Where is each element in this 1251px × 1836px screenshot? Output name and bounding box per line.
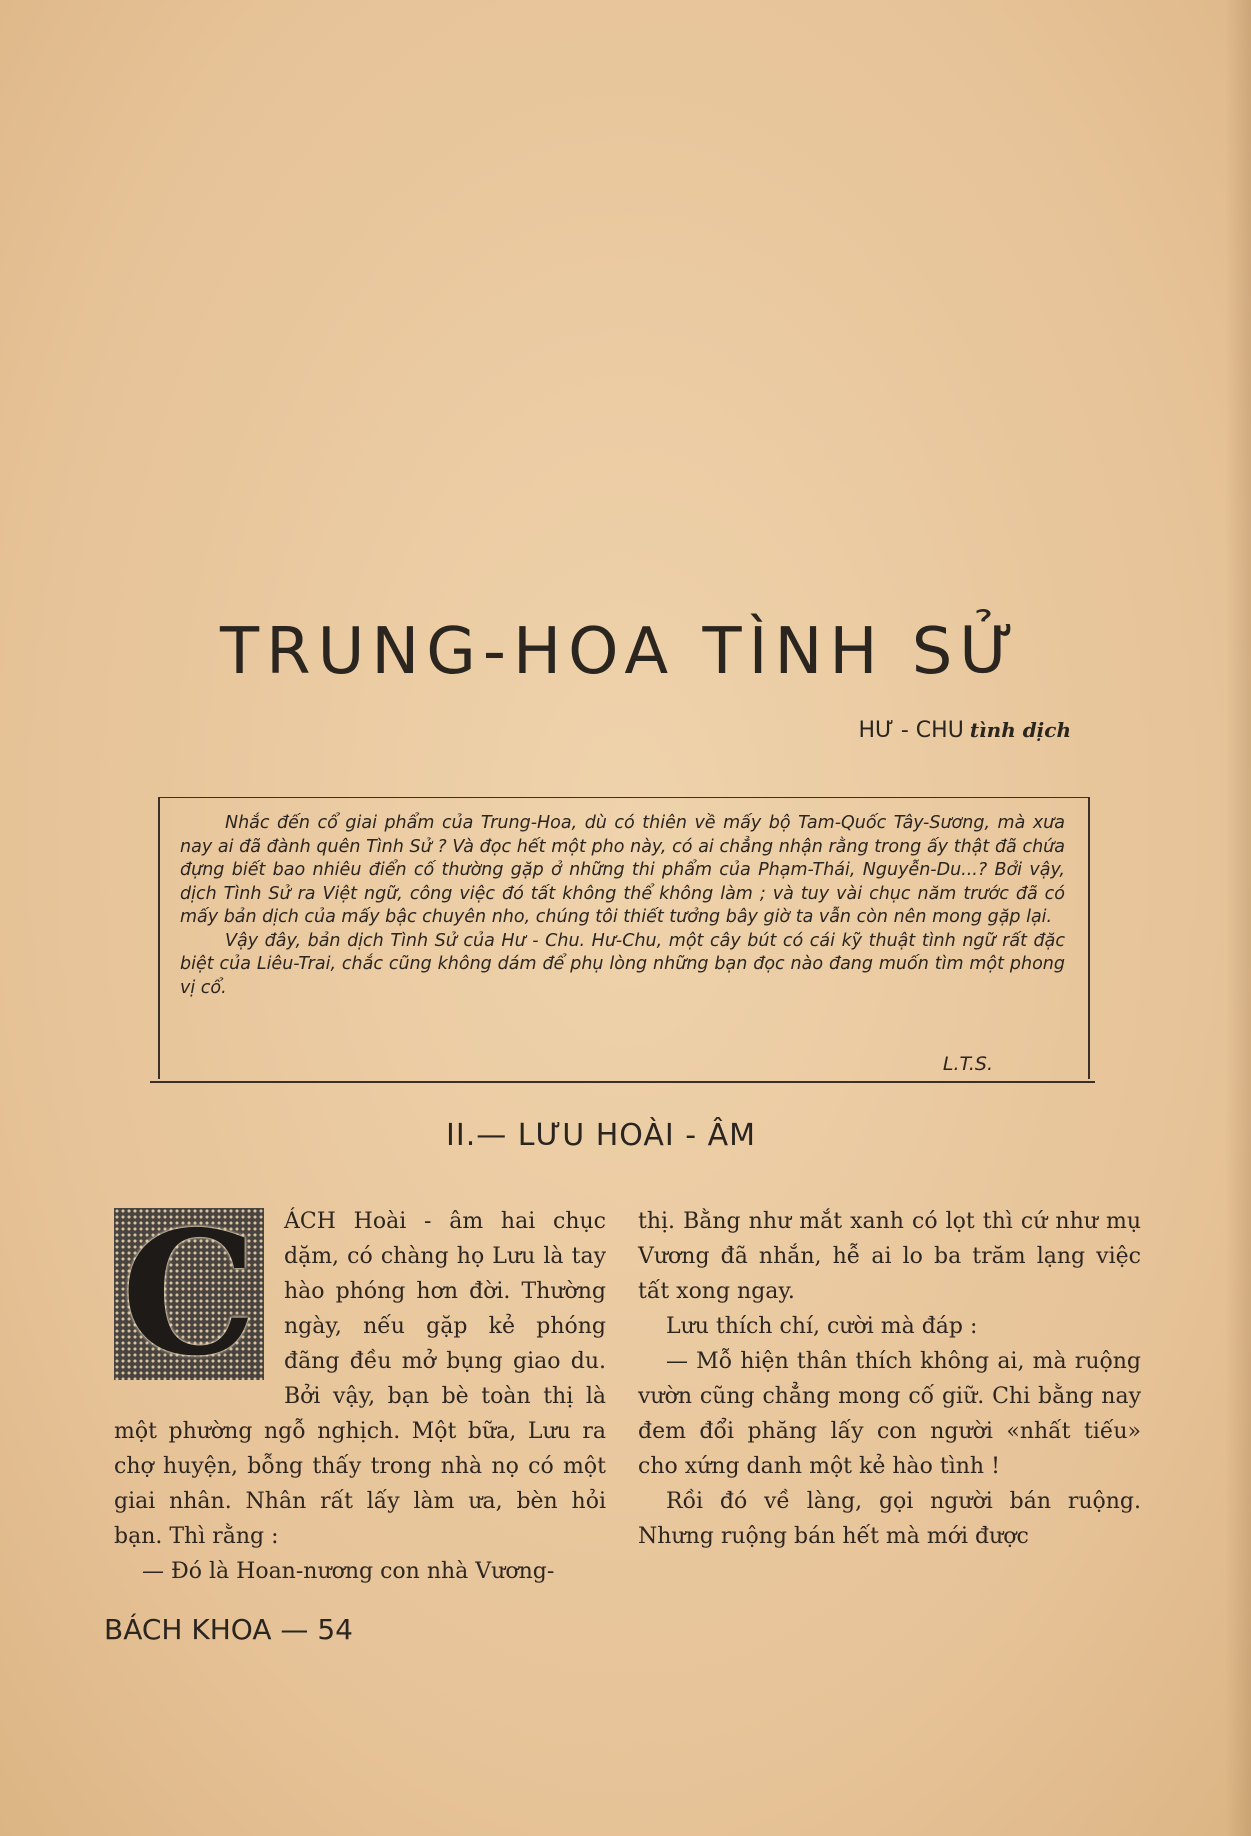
intro-box-bottom-rule bbox=[150, 1081, 1095, 1083]
footer-magazine-name: BÁCH KHOA — bbox=[104, 1613, 309, 1646]
byline-role: tình dịch bbox=[969, 718, 1071, 742]
story-paragraph: ÁCH Hoài - âm hai chục dặm, có chàng họ Lưu là tay hào phóng hơn đời. Thường ngày, nếu gặp kẻ phóng đãng đều mở bụng giao du. Bởi vậy, bạn bè toàn thị là một phường ngỗ nghịch. Một bữa, Lưu ra chợ huyện, bỗng thấy trong nhà nọ có một giai nhân. Nhân rất lấy làm ưa, bèn hỏi bạn. Thì rằng : bbox=[114, 1209, 606, 1549]
section-heading: II.— LƯU HOÀI - ÂM bbox=[446, 1118, 757, 1153]
story-paragraph: Rồi đó về làng, gọi người bán ruộng. Nhưng ruộng bán hết mà mới được bbox=[638, 1489, 1141, 1549]
drop-cap-letter: C bbox=[121, 1194, 257, 1394]
byline-author: HƯ - CHU bbox=[858, 718, 964, 743]
drop-cap bbox=[114, 1194, 264, 1394]
story-paragraph: — Đó là Hoan-nương con nhà Vương- bbox=[142, 1559, 555, 1584]
page-footer bbox=[104, 1613, 353, 1646]
intro-paragraph-2: Vậy đây, bản dịch Tình Sử của Hư - Chu. Hư-Chu, một cây bút có cái kỹ thuật tình ngữ rất đặc biệt của Liêu-Trai, chắc cũng không dám để phụ lòng những bạn đọc nào đang muốn tìm một phong vị cổ. bbox=[180, 930, 1065, 998]
intro-signature: L.T.S. bbox=[942, 1053, 993, 1075]
page-edge-shadow bbox=[1225, 0, 1251, 1836]
footer-page-number: 54 bbox=[317, 1613, 353, 1646]
story-column-right bbox=[638, 1204, 1141, 1554]
story-column-left bbox=[114, 1194, 606, 1589]
story-paragraph: Lưu thích chí, cười mà đáp : bbox=[666, 1314, 978, 1339]
story-paragraph: thị. Bằng như mắt xanh có lọt thì cứ như mụ Vương đã nhắn, hễ ai lo ba trăm lạng việc tất xong ngay. bbox=[638, 1209, 1141, 1304]
story-paragraph: — Mỗ hiện thân thích không ai, mà ruộng vườn cũng chẳng mong cố giữ. Chi bằng nay đem đổi phăng lấy con người «nhất tiếu» cho xứng danh một kẻ hào tình ! bbox=[638, 1349, 1141, 1479]
intro-paragraph-1: Nhắc đến cổ giai phẩm của Trung-Hoa, dù có thiên về mấy bộ Tam-Quốc Tây-Sương, mà xưa nay ai đã đành quên Tình Sử ? Và đọc hết một pho này, có ai chẳng nhận rằng trong ấy thật đã chứa đựng biết bao nhiêu điển cố thường gặp ở những thi phẩm của Phạm-Thái, Nguyễn-Du...? Bởi vậy, dịch Tình Sử ra Việt ngữ, công việc đó tất không thể không làm ; và tuy vài chục năm trước đã có mấy bản dịch của mấy bậc chuyên nho, chúng tôi thiết tưởng bây giờ ta vẫn còn nên mong gặp lại. bbox=[180, 813, 1065, 927]
article-title: TRUNG-HOA TÌNH SỬ bbox=[220, 615, 1022, 689]
editor-intro bbox=[180, 812, 1065, 1000]
article-byline bbox=[858, 718, 1071, 743]
